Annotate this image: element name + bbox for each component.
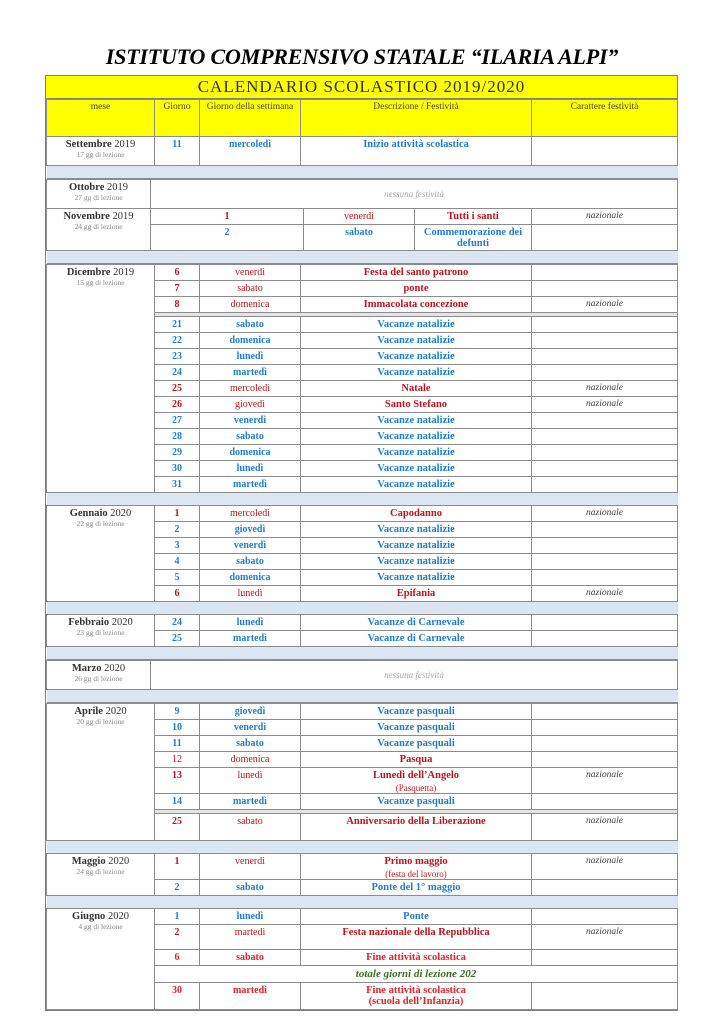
month-cell-giugno bbox=[47, 909, 155, 1010]
lesson-label: gg di lezione bbox=[83, 674, 123, 683]
type-cell bbox=[532, 615, 678, 631]
day-cell: 9 bbox=[155, 704, 200, 720]
type-cell: nazionale bbox=[532, 768, 678, 794]
type-cell bbox=[532, 909, 678, 925]
lesson-days: 24 bbox=[76, 867, 84, 876]
lesson-label: gg di lezione bbox=[85, 519, 125, 528]
type-cell bbox=[532, 413, 678, 429]
day-cell: 30 bbox=[155, 461, 200, 477]
month-name: Novembre bbox=[63, 211, 110, 222]
day-cell: 1 bbox=[155, 909, 200, 925]
desc-cell: Ponte del 1° maggio bbox=[301, 880, 532, 896]
day-cell: 2 bbox=[155, 925, 200, 950]
month-year: 2019 bbox=[107, 182, 128, 193]
lesson-days: 27 bbox=[74, 193, 82, 202]
day-cell: 25 bbox=[155, 631, 200, 647]
no-holiday-note: nessuna festività bbox=[151, 661, 678, 690]
day-cell: 7 bbox=[155, 281, 200, 297]
lesson-label: gg di lezione bbox=[85, 717, 125, 726]
weekday-cell: sabato bbox=[200, 429, 301, 445]
header-giorno: Giorno bbox=[155, 100, 200, 137]
day-cell: 3 bbox=[155, 538, 200, 554]
month-year: 2020 bbox=[108, 856, 130, 867]
type-cell: nazionale bbox=[532, 297, 678, 313]
no-holiday-note: nessuna festività bbox=[151, 180, 678, 209]
type-cell bbox=[532, 225, 678, 251]
header-carattere: Carattere festività bbox=[532, 100, 678, 137]
desc-sub: (scuola dell’Infanzia) bbox=[368, 996, 464, 1007]
desc-cell: Vacanze natalizie bbox=[301, 429, 532, 445]
calendar-table-ott-nov bbox=[46, 179, 678, 264]
day-cell: 8 bbox=[155, 297, 200, 313]
lesson-days: 26 bbox=[74, 674, 82, 683]
separator-row bbox=[47, 493, 678, 506]
weekday-cell: lunedì bbox=[200, 615, 301, 631]
desc-cell: Inizio attività scolastica bbox=[301, 137, 532, 166]
desc-cell bbox=[301, 983, 532, 1010]
month-year: 2020 bbox=[107, 911, 129, 922]
weekday-cell: venerdì bbox=[304, 209, 415, 225]
lesson-days: 4 bbox=[78, 922, 83, 931]
day-cell: 2 bbox=[155, 522, 200, 538]
desc-cell: Festa nazionale della Repubblica bbox=[301, 925, 532, 950]
type-cell bbox=[532, 317, 678, 333]
desc-cell: Commemorazione dei defunti bbox=[415, 225, 532, 251]
month-year: 2020 bbox=[110, 508, 132, 519]
weekday-cell: giovedì bbox=[200, 704, 301, 720]
lesson-label: gg di lezione bbox=[85, 628, 125, 637]
weekday-cell: lunedì bbox=[200, 768, 301, 794]
weekday-cell: sabato bbox=[200, 950, 301, 966]
calendar-table-dic-feb bbox=[46, 264, 678, 660]
calendar-banner: CALENDARIO SCOLASTICO 2019/2020 bbox=[46, 76, 677, 99]
day-cell: 11 bbox=[155, 736, 200, 752]
month-cell-novembre bbox=[47, 209, 151, 251]
desc-cell: Immacolata concezione bbox=[301, 297, 532, 313]
weekday-cell: venerdì bbox=[200, 538, 301, 554]
desc-cell: Epifania bbox=[301, 586, 532, 602]
month-year: 2019 bbox=[113, 267, 135, 278]
month-name: Giugno bbox=[72, 911, 106, 922]
lesson-days: 17 bbox=[76, 150, 84, 159]
month-year: 2020 bbox=[105, 706, 127, 717]
weekday-cell: sabato bbox=[200, 281, 301, 297]
day-cell: 13 bbox=[155, 768, 200, 794]
desc-cell: Vacanze natalizie bbox=[301, 538, 532, 554]
desc-cell: Capodanno bbox=[301, 506, 532, 522]
type-cell bbox=[532, 880, 678, 896]
calendar-table-apr-giu bbox=[46, 703, 678, 1010]
lesson-label: gg di lezione bbox=[83, 222, 123, 231]
type-cell bbox=[532, 477, 678, 493]
day-cell: 29 bbox=[155, 445, 200, 461]
lesson-days: 15 bbox=[76, 278, 84, 287]
weekday-cell: martedì bbox=[200, 365, 301, 381]
weekday-cell: sabato bbox=[200, 554, 301, 570]
header-mese: mese bbox=[47, 100, 155, 137]
weekday-cell: martedì bbox=[200, 983, 301, 1010]
type-cell bbox=[532, 365, 678, 381]
lesson-label: gg di lezione bbox=[83, 922, 123, 931]
weekday-cell: sabato bbox=[304, 225, 415, 251]
desc-cell: Vacanze di Carnevale bbox=[301, 615, 532, 631]
month-cell-settembre bbox=[47, 137, 155, 166]
table-row bbox=[47, 704, 678, 720]
weekday-cell: martedì bbox=[200, 477, 301, 493]
table-row bbox=[47, 209, 678, 225]
weekday-cell: sabato bbox=[200, 814, 301, 841]
desc-cell: Fine attività scolastica bbox=[301, 950, 532, 966]
weekday-cell: domenica bbox=[200, 570, 301, 586]
day-cell: 27 bbox=[155, 413, 200, 429]
lesson-label: gg di lezione bbox=[83, 193, 123, 202]
separator-row bbox=[47, 647, 678, 660]
weekday-cell: sabato bbox=[200, 736, 301, 752]
lesson-label: gg di lezione bbox=[85, 278, 125, 287]
weekday-cell: lunedì bbox=[200, 461, 301, 477]
desc-cell: Vacanze natalizie bbox=[301, 413, 532, 429]
calendar-table-marzo bbox=[46, 660, 678, 703]
weekday-cell: mercoledì bbox=[200, 506, 301, 522]
header-row bbox=[47, 100, 678, 137]
day-cell: 6 bbox=[155, 950, 200, 966]
month-cell-ottobre bbox=[47, 180, 151, 209]
desc-cell bbox=[301, 854, 532, 880]
weekday-cell: mercoledì bbox=[200, 137, 301, 166]
month-cell-dicembre bbox=[47, 265, 155, 493]
type-cell bbox=[532, 950, 678, 966]
month-year: 2020 bbox=[104, 663, 126, 674]
day-cell: 22 bbox=[155, 333, 200, 349]
weekday-cell: domenica bbox=[200, 445, 301, 461]
type-cell bbox=[532, 137, 678, 166]
type-cell bbox=[532, 538, 678, 554]
lesson-label: gg di lezione bbox=[85, 150, 125, 159]
weekday-cell: giovedì bbox=[200, 522, 301, 538]
separator-row bbox=[47, 841, 678, 854]
type-cell bbox=[532, 461, 678, 477]
weekday-cell: lunedì bbox=[200, 586, 301, 602]
desc-cell: ponte bbox=[301, 281, 532, 297]
desc-cell: Vacanze natalizie bbox=[301, 522, 532, 538]
month-cell-marzo bbox=[47, 661, 151, 690]
desc-cell: Vacanze natalizie bbox=[301, 349, 532, 365]
weekday-cell: venerdì bbox=[200, 265, 301, 281]
desc-cell: Vacanze natalizie bbox=[301, 570, 532, 586]
weekday-cell: martedì bbox=[200, 925, 301, 950]
type-cell bbox=[532, 794, 678, 810]
weekday-cell: domenica bbox=[200, 297, 301, 313]
header-descrizione: Descrizione / Festività bbox=[301, 100, 532, 137]
desc-cell: Vacanze natalizie bbox=[301, 333, 532, 349]
weekday-cell: sabato bbox=[200, 880, 301, 896]
weekday-cell: lunedì bbox=[200, 909, 301, 925]
separator-row bbox=[47, 602, 678, 615]
type-cell: nazionale bbox=[532, 814, 678, 841]
weekday-cell: martedì bbox=[200, 631, 301, 647]
weekday-cell: venerdì bbox=[200, 413, 301, 429]
month-year: 2020 bbox=[111, 617, 133, 628]
weekday-cell: domenica bbox=[200, 333, 301, 349]
page-title: ISTITUTO COMPRENSIVO STATALE “ILARIA ALPI” bbox=[105, 44, 619, 69]
desc-cell: Santo Stefano bbox=[301, 397, 532, 413]
desc-cell: Anniversario della Liberazione bbox=[301, 814, 532, 841]
desc-cell: Vacanze natalizie bbox=[301, 477, 532, 493]
month-name: Maggio bbox=[71, 856, 106, 867]
separator-row bbox=[47, 166, 678, 179]
day-cell: 12 bbox=[155, 752, 200, 768]
day-cell: 23 bbox=[155, 349, 200, 365]
separator-row bbox=[47, 251, 678, 264]
table-row bbox=[47, 615, 678, 631]
desc-cell bbox=[301, 768, 532, 794]
table-row bbox=[47, 854, 678, 880]
month-year: 2019 bbox=[112, 211, 134, 222]
day-cell: 25 bbox=[155, 814, 200, 841]
lesson-days: 24 bbox=[74, 222, 82, 231]
table-row bbox=[47, 506, 678, 522]
type-cell bbox=[532, 265, 678, 281]
type-cell bbox=[532, 570, 678, 586]
day-cell: 21 bbox=[155, 317, 200, 333]
lesson-days: 22 bbox=[76, 519, 84, 528]
day-cell: 1 bbox=[155, 854, 200, 880]
school-calendar bbox=[45, 75, 678, 1011]
type-cell bbox=[532, 983, 678, 1010]
month-year: 2019 bbox=[114, 139, 136, 150]
month-cell-aprile bbox=[47, 704, 155, 841]
table-row bbox=[47, 137, 678, 166]
desc-cell: Vacanze pasquali bbox=[301, 736, 532, 752]
month-name: Gennaio bbox=[69, 508, 108, 519]
type-cell: nazionale bbox=[532, 854, 678, 880]
day-cell: 2 bbox=[155, 880, 200, 896]
table-row bbox=[47, 180, 678, 209]
desc-cell: Vacanze natalizie bbox=[301, 554, 532, 570]
desc-cell: Festa del santo patrono bbox=[301, 265, 532, 281]
desc-cell: Tutti i santi bbox=[415, 209, 532, 225]
day-cell: 1 bbox=[151, 209, 304, 225]
type-cell: nazionale bbox=[532, 381, 678, 397]
desc-cell: Vacanze natalizie bbox=[301, 317, 532, 333]
day-cell: 1 bbox=[155, 506, 200, 522]
month-name: Febbraio bbox=[68, 617, 110, 628]
lesson-days: 23 bbox=[76, 628, 84, 637]
desc-cell: Vacanze natalizie bbox=[301, 365, 532, 381]
desc-cell: Vacanze pasquali bbox=[301, 794, 532, 810]
day-cell: 30 bbox=[155, 983, 200, 1010]
month-name: Ottobre bbox=[68, 182, 105, 193]
weekday-cell: lunedì bbox=[200, 349, 301, 365]
desc-main: Primo maggio bbox=[384, 856, 448, 867]
type-cell: nazionale bbox=[532, 925, 678, 950]
type-cell bbox=[532, 522, 678, 538]
table-row bbox=[47, 661, 678, 690]
day-cell: 25 bbox=[155, 381, 200, 397]
type-cell bbox=[532, 720, 678, 736]
desc-cell: Vacanze pasquali bbox=[301, 704, 532, 720]
desc-sub: (Pasquetta) bbox=[395, 783, 437, 793]
type-cell bbox=[532, 333, 678, 349]
desc-cell: Ponte bbox=[301, 909, 532, 925]
day-cell: 24 bbox=[155, 615, 200, 631]
month-cell-gennaio bbox=[47, 506, 155, 602]
month-name: Marzo bbox=[71, 663, 102, 674]
calendar-table bbox=[46, 99, 678, 179]
month-name: Aprile bbox=[74, 706, 103, 717]
lesson-label: gg di lezione bbox=[85, 867, 125, 876]
desc-main: Fine attività scolastica bbox=[366, 985, 466, 996]
type-cell bbox=[532, 445, 678, 461]
separator-row bbox=[47, 896, 678, 909]
header-giorno-settimana: Giorno della settimana bbox=[200, 100, 301, 137]
separator-row bbox=[47, 690, 678, 703]
day-cell: 11 bbox=[155, 137, 200, 166]
weekday-cell: domenica bbox=[200, 752, 301, 768]
lesson-days: 20 bbox=[76, 717, 84, 726]
type-cell bbox=[532, 429, 678, 445]
month-name: Settembre bbox=[65, 139, 112, 150]
type-cell bbox=[532, 736, 678, 752]
day-cell: 4 bbox=[155, 554, 200, 570]
table-row bbox=[47, 909, 678, 925]
weekday-cell: venerdì bbox=[200, 720, 301, 736]
type-cell: nazionale bbox=[532, 209, 678, 225]
type-cell bbox=[532, 554, 678, 570]
day-cell: 28 bbox=[155, 429, 200, 445]
weekday-cell: venerdì bbox=[200, 854, 301, 880]
month-cell-febbraio bbox=[47, 615, 155, 647]
weekday-cell: mercoledì bbox=[200, 381, 301, 397]
type-cell: nazionale bbox=[532, 506, 678, 522]
day-cell: 26 bbox=[155, 397, 200, 413]
desc-cell: Natale bbox=[301, 381, 532, 397]
total-lesson-days: totale giorni di lezione 202 bbox=[155, 966, 678, 983]
type-cell: nazionale bbox=[532, 586, 678, 602]
desc-cell: Vacanze di Carnevale bbox=[301, 631, 532, 647]
desc-cell: Vacanze pasquali bbox=[301, 720, 532, 736]
day-cell: 6 bbox=[155, 265, 200, 281]
desc-sub: (festa del lavoro) bbox=[385, 869, 447, 879]
month-cell-maggio bbox=[47, 854, 155, 896]
day-cell: 6 bbox=[155, 586, 200, 602]
desc-cell: Vacanze natalizie bbox=[301, 461, 532, 477]
day-cell: 24 bbox=[155, 365, 200, 381]
desc-main: Lunedì dell’Angelo bbox=[372, 770, 460, 781]
type-cell bbox=[532, 704, 678, 720]
type-cell bbox=[532, 281, 678, 297]
desc-cell: Vacanze natalizie bbox=[301, 445, 532, 461]
day-cell: 10 bbox=[155, 720, 200, 736]
desc-cell: Pasqua bbox=[301, 752, 532, 768]
type-cell bbox=[532, 631, 678, 647]
weekday-cell: sabato bbox=[200, 317, 301, 333]
type-cell: nazionale bbox=[532, 397, 678, 413]
weekday-cell: martedì bbox=[200, 794, 301, 810]
type-cell bbox=[532, 752, 678, 768]
type-cell bbox=[532, 349, 678, 365]
day-cell: 14 bbox=[155, 794, 200, 810]
day-cell: 31 bbox=[155, 477, 200, 493]
day-cell: 2 bbox=[151, 225, 304, 251]
day-cell: 5 bbox=[155, 570, 200, 586]
weekday-cell: giovedì bbox=[200, 397, 301, 413]
month-name: Dicembre bbox=[66, 267, 111, 278]
table-row bbox=[47, 265, 678, 281]
